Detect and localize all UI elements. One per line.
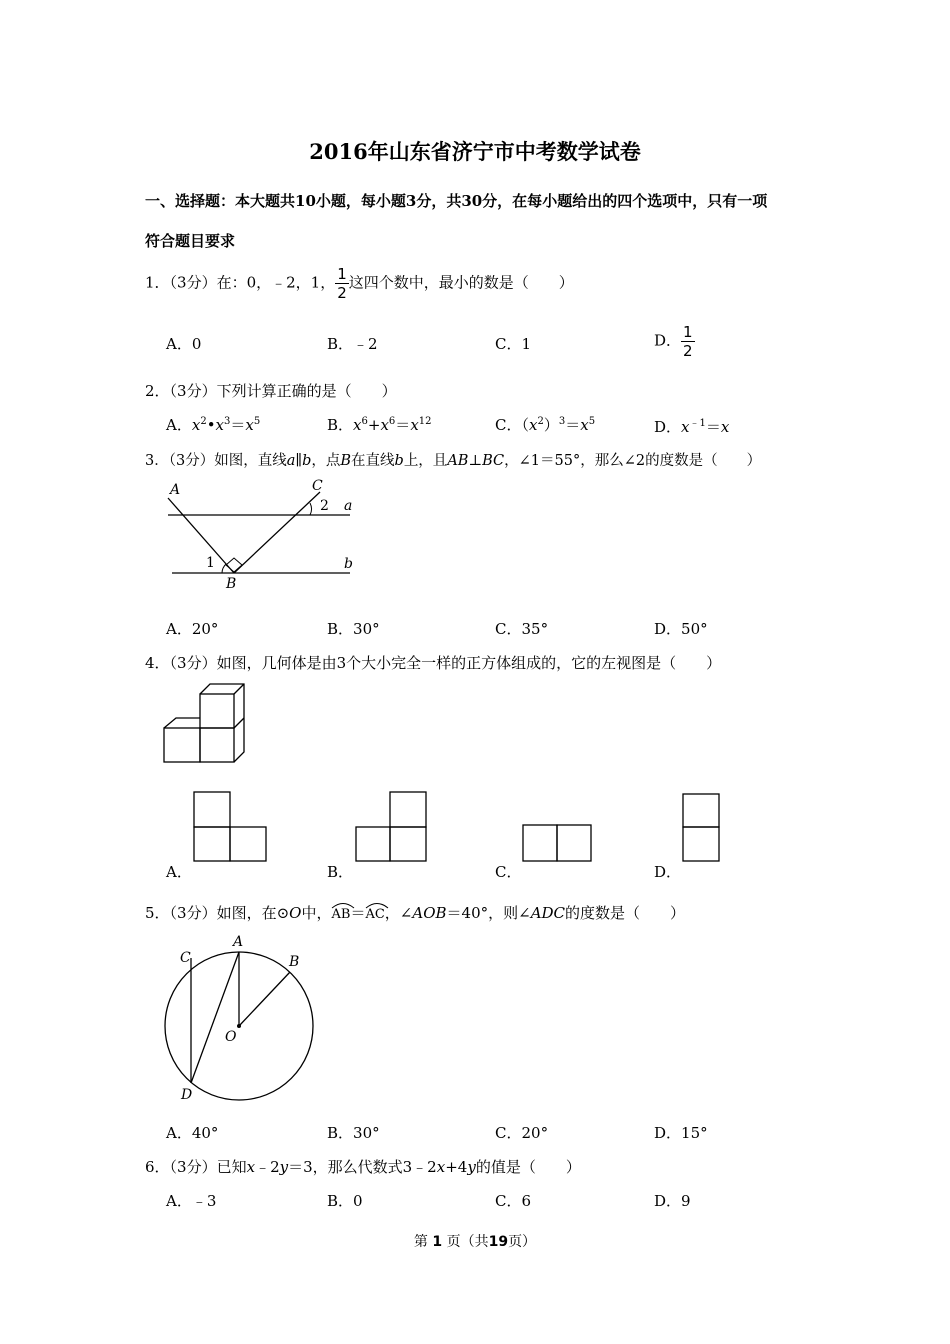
q3-figure: [160, 478, 360, 593]
q4-option-d-figure: [680, 792, 724, 867]
q3-option-d: D．50°: [654, 620, 708, 638]
footer-text: 页（共: [446, 1234, 489, 1250]
q6-text: 6．（3分）已知: [145, 1158, 247, 1176]
question-1-stem: [145, 265, 574, 302]
var-x: x: [380, 416, 389, 434]
q6-option-a: A．﹣3: [166, 1192, 217, 1210]
q1-option-d-label: D．: [654, 331, 682, 350]
op: ＝: [395, 416, 411, 434]
question-5-stem: [145, 901, 685, 923]
q3-var-a: a: [286, 453, 296, 469]
q6-option-b: B．0: [327, 1192, 363, 1210]
angle-2-arc: [310, 503, 311, 515]
q4-option-b-figure: [352, 790, 432, 865]
segment-AB: [168, 498, 234, 573]
var-x: x: [245, 416, 254, 434]
var-x: x: [353, 416, 362, 434]
q6-option-d: D．9: [654, 1192, 691, 1210]
q6-text: ﹣2: [255, 1158, 280, 1176]
center-point: [237, 1024, 241, 1028]
q1-option-c: C．1: [495, 335, 532, 353]
exp: 3: [224, 416, 231, 427]
q3-text: 在直线: [351, 453, 395, 469]
q6-option-c: C．6: [495, 1192, 532, 1210]
q1-option-d-fraction: [681, 323, 695, 360]
q5-option-a: A．40°: [166, 1124, 219, 1142]
page-total: 19: [488, 1234, 509, 1250]
exp: 2: [537, 416, 544, 427]
page-footer: [0, 1231, 950, 1251]
q4-option-b: B．: [327, 863, 354, 881]
edge: [234, 684, 244, 694]
q3-text: 3．（3分）如图，直线: [145, 453, 287, 469]
exp: 2: [200, 416, 207, 427]
label-B: B: [226, 576, 237, 592]
q5-angle-AOB: AOB: [412, 904, 447, 922]
q1-d-num: 1: [683, 323, 693, 341]
exp: 5: [253, 416, 261, 427]
exp: 12: [418, 416, 432, 427]
q1-option-d: [654, 323, 695, 360]
exp: ﹣1: [689, 418, 706, 429]
q5-text: ，∠: [384, 904, 413, 922]
q6-var-x: x: [246, 1158, 256, 1176]
arc-mark-icon: [365, 901, 389, 909]
q3-parallel-symbol: ∥: [295, 453, 303, 469]
q3-text: ，∠1＝55°，那么∠2的度数是（ ）: [504, 453, 762, 469]
page-number: 1: [432, 1234, 443, 1250]
page-title: 2016年山东省济宁市中考数学试卷: [309, 139, 641, 164]
var-x: x: [529, 416, 538, 434]
footer-text: 第: [413, 1234, 428, 1250]
q1-frac-num: 1: [337, 265, 347, 283]
label-D: D: [181, 1087, 193, 1103]
q3-seg-BC: BC: [482, 453, 505, 469]
q3-seg-AB: AB: [447, 453, 469, 469]
arc-AB-label: AB: [331, 907, 351, 922]
q3-var-b: b: [394, 453, 404, 469]
q2-d-label: D．: [654, 418, 682, 436]
var-x: x: [215, 416, 225, 434]
label-A: A: [170, 482, 181, 498]
exp: 6: [361, 416, 368, 427]
q3-perp-symbol: ⊥: [468, 453, 483, 469]
q1-d-den: 2: [683, 342, 693, 360]
right-angle-mark: [226, 558, 242, 572]
label-1: 1: [206, 555, 215, 571]
label-O: O: [225, 1029, 237, 1045]
q5-option-c: C．20°: [495, 1124, 549, 1142]
op: +: [367, 416, 381, 434]
q6-var-y: y: [279, 1158, 289, 1176]
q6-var-x: x: [436, 1158, 446, 1176]
q6-text: +4: [445, 1158, 468, 1176]
op: ＝: [565, 416, 581, 434]
exp: 3: [558, 416, 566, 427]
q5-op: ＝: [350, 904, 366, 922]
op: ＝: [230, 416, 246, 434]
op: ＝: [705, 418, 721, 436]
segment-AD: [191, 952, 239, 1083]
cube-front-left: [164, 728, 200, 762]
q6-var-y: y: [467, 1158, 476, 1176]
q3-text: ，点: [311, 453, 341, 469]
q3-var-B: B: [340, 453, 352, 469]
q5-option-b: B．30°: [327, 1124, 380, 1142]
q5-text: 的度数是（ ）: [565, 904, 686, 922]
q5-text: 5．（3分）如图，在⊙: [145, 904, 290, 922]
segment-OB: [239, 972, 290, 1026]
q2-option-a: [166, 414, 260, 435]
exp: 6: [388, 416, 396, 427]
label-A: A: [233, 934, 244, 950]
q4-option-a-figure: [190, 790, 270, 865]
q1-frac-den: 2: [337, 284, 347, 302]
label-C: C: [312, 478, 323, 494]
q2-a-label: A．: [166, 416, 192, 434]
exp: 5: [588, 416, 596, 427]
q1-option-a: A．0: [166, 335, 202, 353]
var-x: x: [580, 416, 589, 434]
q6-text: ＝3，那么代数式3﹣2: [288, 1158, 437, 1176]
q1-stem-post: 这四个数中，最小的数是（ ）: [348, 273, 574, 292]
q3-option-b: B．30°: [327, 620, 380, 638]
q5-option-d: D．15°: [654, 1124, 708, 1142]
q3-text: 上，且: [403, 453, 448, 469]
question-4-stem: 4．（3分）如图，几何体是由3个大小完全一样的正方体组成的，它的左视图是（ ）: [145, 654, 722, 672]
q2-option-c: [495, 414, 595, 435]
q1-fraction: [335, 265, 349, 302]
q4-option-c-figure: [520, 822, 595, 867]
arc-AC-label: AC: [365, 907, 385, 922]
op: •: [206, 416, 216, 434]
label-B: B: [289, 954, 300, 970]
q5-text: ＝40°，则∠: [446, 904, 531, 922]
q4-option-d: D．: [654, 863, 682, 881]
op: （: [521, 416, 529, 434]
q2-c-label: C．: [495, 416, 522, 434]
q5-var-O: O: [289, 904, 302, 922]
question-3-stem: [145, 449, 761, 470]
q4-solid-figure: [160, 680, 250, 770]
q4-option-a: A．: [166, 863, 192, 881]
q5-angle-ADC: ADC: [530, 904, 566, 922]
label-2: 2: [320, 498, 329, 514]
q3-option-a: A．20°: [166, 620, 219, 638]
q5-circle-figure: [155, 928, 345, 1103]
q4-option-c: C．: [495, 863, 522, 881]
q6-text: 的值是（ ）: [475, 1158, 581, 1176]
segment-BC: [234, 492, 320, 573]
q2-b-label: B．: [327, 416, 354, 434]
arc-AB: [331, 901, 350, 922]
cube-right-outline: [200, 684, 244, 762]
arc-mark-icon: [331, 901, 355, 909]
var-x: x: [191, 416, 201, 434]
q2-option-d: [654, 414, 729, 437]
var-x: x: [410, 416, 419, 434]
q2-option-b: [327, 414, 432, 435]
section-heading-line2: 符合题目要求: [145, 232, 236, 250]
q3-var-b: b: [302, 453, 312, 469]
edge: [234, 718, 244, 728]
var-x: x: [720, 418, 730, 436]
cube-left-top: [164, 718, 200, 728]
section-heading-line1: 一、选择题：本大题共10小题，每小题3分，共30分，在每小题给出的四个选项中，只有一项: [145, 192, 768, 210]
q1-stem-pre: 1．（3分）在：0，﹣2，1，: [145, 273, 336, 292]
question-2-stem: 2．（3分）下列计算正确的是（ ）: [145, 382, 397, 400]
cube-top: [200, 694, 234, 728]
label-C: C: [180, 950, 191, 966]
cube-front-right: [200, 728, 234, 762]
var-x: x: [681, 418, 690, 436]
question-6-stem: [145, 1156, 581, 1177]
label-a: a: [344, 498, 353, 514]
op: ）: [543, 416, 559, 434]
arc-AC: [365, 901, 384, 922]
q3-option-c: C．35°: [495, 620, 549, 638]
footer-text: 页）: [508, 1234, 537, 1250]
label-b: b: [344, 556, 353, 572]
q1-option-b: B．﹣2: [327, 335, 378, 353]
angle-1-arc: [222, 564, 226, 573]
q5-text: 中，: [301, 904, 332, 922]
